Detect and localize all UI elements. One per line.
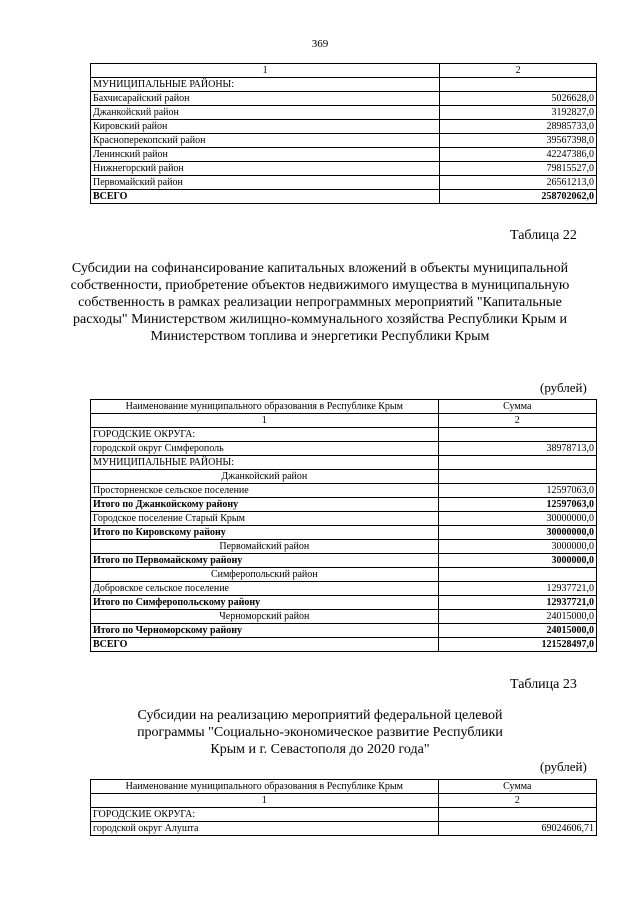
table-row: [91, 822, 597, 836]
table-23-label: Таблица 23: [510, 677, 577, 692]
table-row: [91, 540, 597, 554]
table-regions-continued: [90, 63, 597, 204]
row-value: [438, 808, 596, 822]
table-row: [91, 554, 597, 568]
table-row: [91, 92, 597, 106]
row-name: Ленинский район: [91, 148, 440, 162]
row-name: городской округ Симферополь: [91, 442, 439, 456]
header-name: Наименование муниципального образования в Республике Крым: [91, 400, 439, 414]
row-value: 258702062,0: [440, 190, 597, 204]
header-name: Наименование муниципального образования в Республике Крым: [91, 780, 439, 794]
table-22-title: Субсидии на софинансирование капитальных вложений в объекты муниципальной собственности, приобретение объектов недвижимого имущества в муниципальную собственность в рамках реализации непрограммных мероприятий "Капитальные расходы" Министерством жилищно-коммунального хозяйства Республики Крым и Министерством топлива и энергетики Республики Крым: [70, 261, 570, 344]
table-row: [91, 484, 597, 498]
column-number-2: 2: [438, 794, 596, 808]
row-name: Симферопольский район: [91, 568, 439, 582]
table-row: [91, 610, 597, 624]
table-23: [90, 779, 597, 836]
row-name: Джанкойский район: [91, 470, 439, 484]
table-row: [91, 78, 597, 92]
table-row: [91, 106, 597, 120]
column-number-2: 2: [438, 414, 596, 428]
row-name: Просторненское сельское поселение: [91, 484, 439, 498]
row-value: 28985733,0: [440, 120, 597, 134]
column-number-row: [91, 794, 597, 808]
row-name: Первомайский район: [91, 176, 440, 190]
row-value: 12937721,0: [438, 582, 596, 596]
table-row: [91, 808, 597, 822]
table-row: [91, 498, 597, 512]
row-value: [438, 428, 596, 442]
row-name: ВСЕГО: [91, 638, 439, 652]
column-number-row: [91, 414, 597, 428]
row-name: Бахчисарайский район: [91, 92, 440, 106]
row-value: 12597063,0: [438, 484, 596, 498]
table-body: [91, 78, 597, 204]
table-row: [91, 526, 597, 540]
row-value: 3000000,0: [438, 540, 596, 554]
row-value: 69024606,71: [438, 822, 596, 836]
row-value: 12937721,0: [438, 596, 596, 610]
row-value: [438, 456, 596, 470]
row-name: Добровское сельское поселение: [91, 582, 439, 596]
page-number: 369: [311, 38, 329, 50]
column-number-1: 1: [91, 414, 439, 428]
row-name: ГОРОДСКИЕ ОКРУГА:: [91, 808, 439, 822]
table-row: [91, 148, 597, 162]
header-sum: Сумма: [438, 780, 596, 794]
column-number-1: 1: [91, 794, 439, 808]
row-value: 3192827,0: [440, 106, 597, 120]
row-value: 121528497,0: [438, 638, 596, 652]
row-name: Кировский район: [91, 120, 440, 134]
row-name: ГОРОДСКИЕ ОКРУГА:: [91, 428, 439, 442]
row-name: Итого по Черноморскому району: [91, 624, 439, 638]
row-value: 38978713,0: [438, 442, 596, 456]
row-name: Итого по Первомайскому району: [91, 554, 439, 568]
header-row: [91, 780, 597, 794]
row-value: 30000000,0: [438, 526, 596, 540]
row-value: 26561213,0: [440, 176, 597, 190]
table-row: [91, 190, 597, 204]
row-name: МУНИЦИПАЛЬНЫЕ РАЙОНЫ:: [91, 78, 440, 92]
table-row: [91, 624, 597, 638]
row-value: 24015000,0: [438, 624, 596, 638]
row-value: 79815527,0: [440, 162, 597, 176]
table-row: [91, 456, 597, 470]
row-name: ВСЕГО: [91, 190, 440, 204]
row-name: МУНИЦИПАЛЬНЫЕ РАЙОНЫ:: [91, 456, 439, 470]
row-name: Первомайский район: [91, 540, 439, 554]
table-row: [91, 568, 597, 582]
row-value: 39567398,0: [440, 134, 597, 148]
table-row: [91, 638, 597, 652]
column-number-row: [91, 64, 597, 78]
row-name: Красноперекопский район: [91, 134, 440, 148]
table-row: [91, 120, 597, 134]
header-sum: Сумма: [438, 400, 596, 414]
row-name: Городское поселение Старый Крым: [91, 512, 439, 526]
row-value: 5026628,0: [440, 92, 597, 106]
table-body: [91, 808, 597, 836]
table-22-label: Таблица 22: [510, 228, 577, 243]
row-value: 3000000,0: [438, 554, 596, 568]
column-number-1: 1: [91, 64, 440, 78]
table-22-unit: (рублей): [540, 380, 587, 395]
row-value: [438, 470, 596, 484]
header-row: [91, 400, 597, 414]
table-row: [91, 134, 597, 148]
row-name: Черноморский район: [91, 610, 439, 624]
row-value: [438, 568, 596, 582]
table-row: [91, 596, 597, 610]
row-name: городской округ Алушта: [91, 822, 439, 836]
table-row: [91, 512, 597, 526]
table-row: [91, 470, 597, 484]
row-name: Итого по Кировскому району: [91, 526, 439, 540]
table-row: [91, 162, 597, 176]
row-value: [440, 78, 597, 92]
row-value: 12597063,0: [438, 498, 596, 512]
row-name: Итого по Джанкойскому району: [91, 498, 439, 512]
table-23-title: Субсидии на реализацию мероприятий федеральной целевой программы "Социально-экономическое развитие Республики Крым и г. Севастополя до 2020 года": [137, 708, 503, 757]
table-body: [91, 428, 597, 652]
row-name: Джанкойский район: [91, 106, 440, 120]
row-value: 24015000,0: [438, 610, 596, 624]
table-row: [91, 442, 597, 456]
table-row: [91, 582, 597, 596]
column-number-2: 2: [440, 64, 597, 78]
table-23-unit: (рублей): [540, 759, 587, 774]
table-row: [91, 176, 597, 190]
row-value: 42247386,0: [440, 148, 597, 162]
table-22: [90, 399, 597, 652]
row-name: Нижнегорский район: [91, 162, 440, 176]
row-name: Итого по Симферопольскому району: [91, 596, 439, 610]
row-value: 30000000,0: [438, 512, 596, 526]
table-row: [91, 428, 597, 442]
